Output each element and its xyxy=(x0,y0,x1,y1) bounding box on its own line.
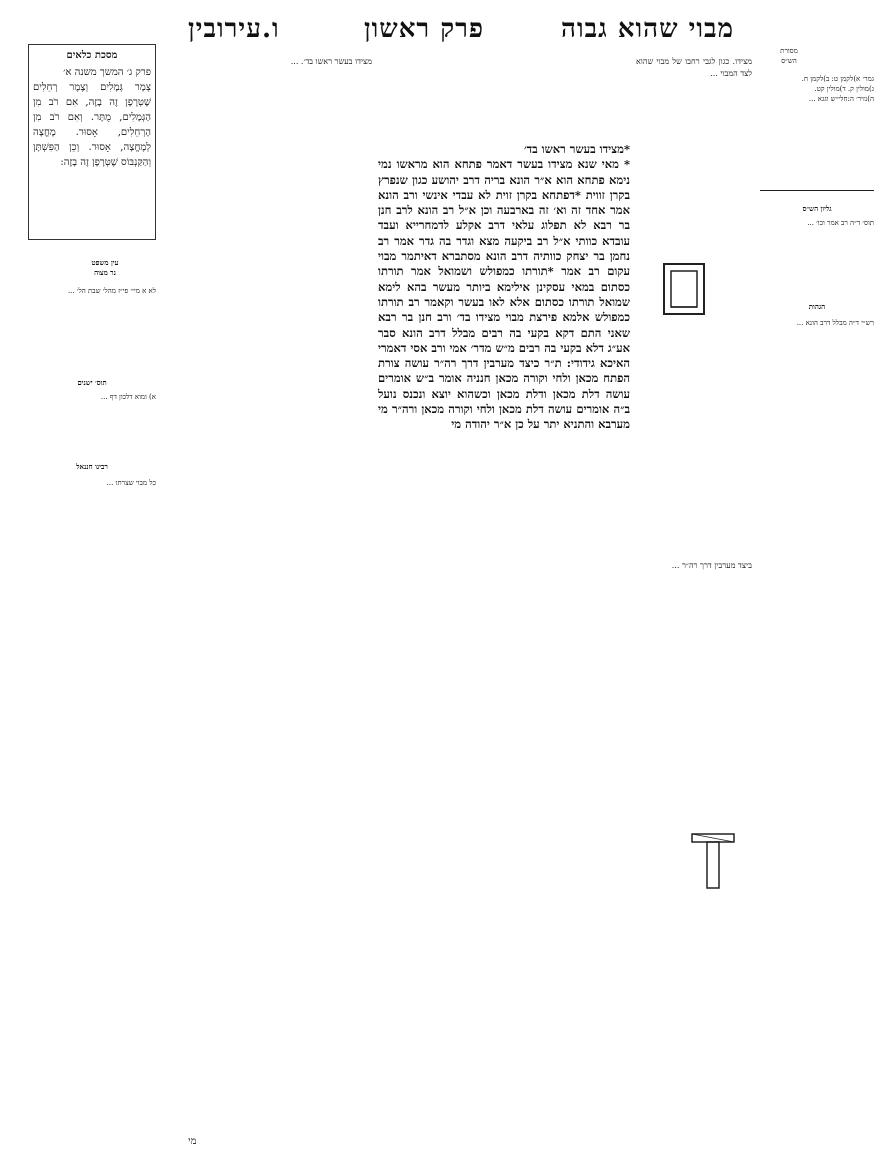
chapter-name: פרק ראשון xyxy=(364,14,485,44)
masoret-hashas: גמר׳ א)לקמן ט: ב)לקמן ח. ג)מולין ק. ד)מולין קט. ה)נזיר׳ ה:חלי״ש וגגא ... xyxy=(801,75,874,103)
ein-mishpat-title: עין משפט נר מצוה xyxy=(91,258,119,277)
chapter-title: מבוי שהוא גבוה xyxy=(561,14,734,44)
catchword: מי xyxy=(188,1136,197,1147)
lower-commentary: ביצד מערבין דרך רה״ר ... xyxy=(671,561,752,570)
diagram-tsuras-hapesach xyxy=(690,832,736,890)
hagahot: רש״י ד״ה מבלל דרב הונא ... xyxy=(796,319,874,327)
gemara-opening: *מצידו בעשר ראשו בד׳ xyxy=(523,142,630,156)
tosafot-yeshanim-title: תוס׳ ישנים xyxy=(77,378,107,387)
mishnah-box-text: פרק ג׳ המשך משנה א׳ צְמָר גְּמָלִים וְצֶמֶר רְחֵלִים שֶׁטְּרָפָן זֶה בָזֶה, אִם רֹב מִן הַגְּמָלִים, מֻתָּר. וְאִם רֹב מִן הָרְחֵלִים, אָסוּר. מֶחֱצָה לְמֶחֱצָה, אָסוּר. וְכֵן הַפִּשְׁתָּן וְהַקַּנְבּוֹס שֶׁטְּרָפָן זֶה בָזֶה: xyxy=(33,67,151,168)
page-number: ו. xyxy=(262,14,280,44)
mishnah-box-title: מסכת כלאים xyxy=(66,50,118,61)
masoret-title: מסורת הש״ס xyxy=(780,47,798,65)
gemara-text: * מאי שנא מצידו בעשר דאמר פתחא הוא מראשו נמי נימא פתחא הוא א״ר הונא בריה דרב יהושע כגון שנפרץ בקרן זווית *דפתחא בקרן זוית לא עבדי אינשי ורב הונא אמר אחד זה וא׳ זה בארבעה וכן א״ל רב הונא לרב חנן בר רבא לא תפלוג עלאי דרב אקלע לדמחרייא ועבד עובדא כוותי א״ל רב ביקעה מצא וגדר בה גדר אמר רב נחמן בר יצחק כוותיה דרב הונא מסתברא דאיתמר מבוי עקום רב אמר *תורתו כמפולש ושמואל אמר תורתו כסתום במאי עסקינן אילימא ביותר מעשר בהא לימא שמואל תורתו כסתום אלא לאו בעשר וקאמר רב תורתו כמפולש אלמא פירצת מבוי מצידו בד׳ ורב חנן בר רבא שאני התם דקא בקעי בה רבים מבלל דרב הונא סבר אע״ג דלא בקעי בה רבים מ״ש מדר׳ אמי ורב אסי דאמרי האיכא גידודי: ת״ר כיצד מערבין דרך רה״ר עושה צורת הפתח מכאן ולחי וקורה מכאן חנניה אומר ב״ש אומרים עושה דלת מכאן ודלת מכאן וכשהוא יוצא ונכנס נועל ב״ה אומרים עושה דלת מכאן ולחי וקורה מכאן ורה״ר מי מערבא והתניא יתר על כן א״ר יהודה מי xyxy=(378,157,630,432)
tractate-name: עירובין xyxy=(188,14,262,44)
ein-mishpat-text: לא א מיי׳ פי״ז מהל׳ שבת הל׳ ... xyxy=(67,287,156,295)
gilyon-title: גליון הש״ס xyxy=(802,204,832,213)
mishnah-box xyxy=(28,44,156,240)
masoret-divider xyxy=(760,190,874,191)
gilyon-hashas: תוס׳ ד״ה רב אמר וכו׳ ... xyxy=(807,219,874,227)
rabbeinu-chananel-title: רבינו חננאל xyxy=(76,462,108,471)
page-header xyxy=(168,14,734,50)
rashi-commentary: מצידו. כגון לגבי רחבו של מבוי שהוא לצד המבוי ... xyxy=(636,57,752,78)
rabbeinu-chananel-text: כל מבוי שצרתו ... xyxy=(106,479,156,487)
tosafot-yeshanim-text: א) ומוא דלכון דף ... xyxy=(100,393,156,401)
gemara-block xyxy=(378,142,630,546)
hagahot-title: הגהות xyxy=(808,302,826,311)
tosafot-commentary: מצידו בעשר ראשו בד׳. ... xyxy=(290,57,372,66)
diagram-mavoi xyxy=(662,262,706,316)
